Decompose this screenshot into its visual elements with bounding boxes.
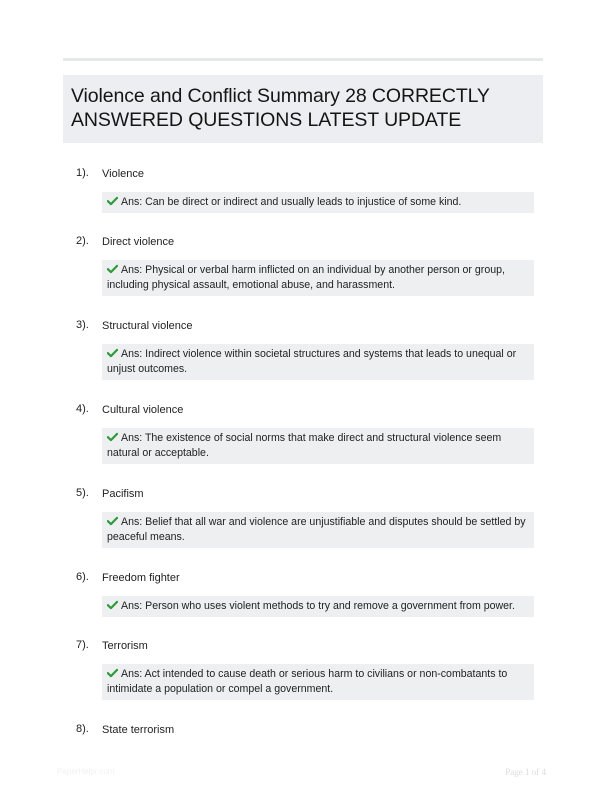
qa-item: [0, 165, 606, 233]
qa-item: [0, 485, 606, 569]
check-icon: [107, 600, 118, 610]
question-number: 5).: [76, 487, 89, 499]
question-number: 1).: [76, 167, 89, 179]
answer-text: Ans: Can be direct or indirect and usually leads to injustice of some kind.: [121, 196, 462, 208]
question-text: Cultural violence: [102, 404, 184, 416]
qa-item: [0, 401, 606, 485]
question-number: 4).: [76, 403, 89, 415]
question-text: Violence: [102, 168, 144, 180]
answer-box: [102, 596, 534, 617]
question-text: Structural violence: [102, 320, 193, 332]
answer-box: [102, 428, 534, 464]
answer-box: [102, 192, 534, 213]
qa-item: [0, 569, 606, 637]
question-number: 7).: [76, 639, 89, 651]
footer-watermark: PaperHelpr.com: [57, 767, 115, 776]
qa-item: [0, 721, 606, 805]
answer-text: Ans: The existence of social norms that make direct and structural violence seem natural or acceptable.: [107, 432, 502, 459]
question-text: Freedom fighter: [102, 572, 180, 584]
answer-box: [102, 512, 534, 548]
qa-item: [0, 233, 606, 317]
answer-box: [102, 260, 534, 296]
title-banner: [63, 75, 543, 143]
question-text: Terrorism: [102, 640, 148, 652]
check-icon: [107, 432, 118, 442]
answer-text: Ans: Belief that all war and violence are unjustifiable and disputes should be settled by peaceful means.: [107, 516, 526, 543]
check-icon: [107, 516, 118, 526]
qa-item: [0, 317, 606, 401]
qa-list: [0, 165, 606, 805]
document-title: Violence and Conflict Summary 28 CORRECTLY ANSWERED QUESTIONS LATEST UPDATE: [71, 85, 490, 131]
check-icon: [107, 348, 118, 358]
question-number: 8).: [76, 723, 89, 735]
question-number: 3).: [76, 319, 89, 331]
check-icon: [107, 264, 118, 274]
question-text: Direct violence: [102, 236, 175, 248]
answer-text: Ans: Person who uses violent methods to try and remove a government from power.: [121, 600, 515, 612]
answer-text: Ans: Physical or verbal harm inflicted on an individual by another person or group, including physical assault, emotional abuse, and harassment.: [107, 264, 505, 291]
answer-box: [102, 344, 534, 380]
qa-item: [0, 637, 606, 721]
check-icon: [107, 668, 118, 678]
answer-text: Ans: Indirect violence within societal structures and systems that leads to unequal or unjust outcomes.: [107, 348, 517, 375]
question-number: 6).: [76, 571, 89, 583]
top-divider: [63, 58, 543, 61]
answer-box: [102, 664, 534, 700]
question-text: State terrorism: [102, 724, 175, 736]
answer-text: Ans: Act intended to cause death or serious harm to civilians or non-combatants to intimidate a population or compel a government.: [107, 668, 508, 695]
page-number: Page 1 of 4: [505, 767, 546, 777]
check-icon: [107, 196, 118, 206]
question-number: 2).: [76, 235, 89, 247]
question-text: Pacifism: [102, 488, 144, 500]
